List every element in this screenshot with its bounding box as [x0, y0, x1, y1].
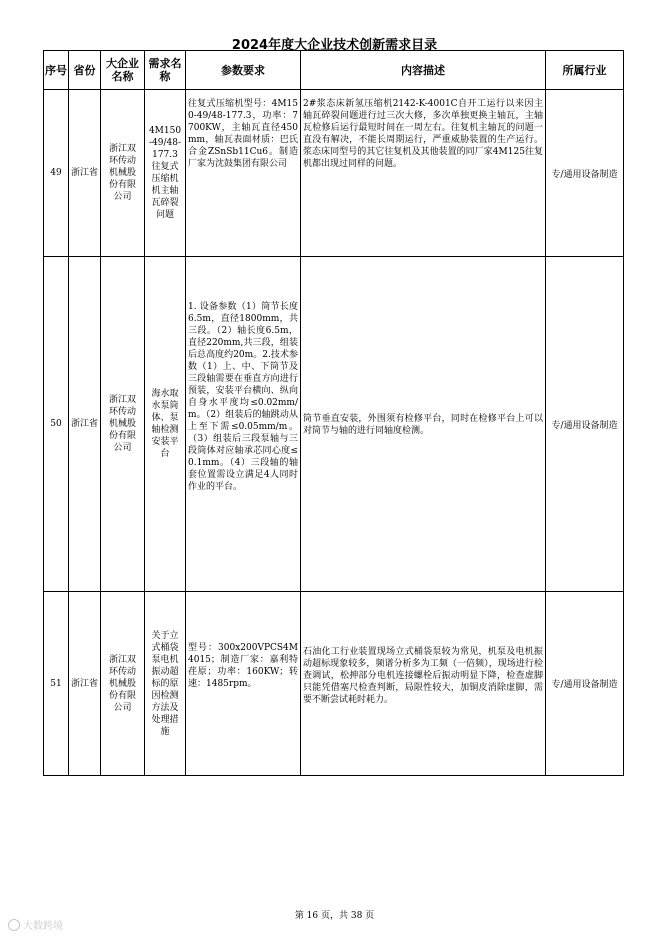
header-company: 大企业名称 — [101, 51, 145, 90]
table-row — [44, 592, 624, 776]
row-demand-name: 4M150-49/48-177.3往复式压缩机机主轴瓦碎裂问题 — [145, 90, 186, 257]
row-params-text: 1. 设备参数（1）筒节长度6.5m，直径1800mm，共三段。（2）轴长度6.5m，直径220mm,共三段，组装后总高度约20m。2.技术参数（1）上、中、下筒节及三段轴需要在垂直方向进行预装，安装平台横向、纵向自身水平度均≤0.02mm/m。（2）组装后的轴跳动从上至下需≤0.05mm/m。（3）组装后三段泵轴与三段筒体对应轴承芯同心度≤0.1mm。（4）三段轴的轴套位置需设立满足4人同时作业的平台。 — [188, 302, 298, 492]
row-company: 浙江双环传动机械股份有限公司 — [101, 257, 145, 592]
row-number: 51 — [44, 592, 69, 776]
row-industry: 专/通用设备制造 — [546, 592, 624, 776]
row-province: 浙江省 — [69, 90, 101, 257]
row-description-text: 2#浆态床新氢压缩机2142-K-4001C自开工运行以来因主轴瓦碎裂问题进行过三次大修，多次单独更换主轴瓦，主轴瓦检修后运行最短时间在一周左右。往复机主轴瓦的问题一直没有解决，不能长周期运行，严重威胁装置的生产运行。浆态床同型号的其它往复机及其他装置的同厂家4M125往复机都出现过同样的问题。 — [303, 99, 543, 169]
row-company: 浙江双环传动机械股份有限公司 — [101, 90, 145, 257]
row-demand-name: 海水取水泵筒体、泵轴检测安装平台 — [145, 257, 186, 592]
row-params-text: 往复式压缩机型号：4M150-49/48-177.3，功率：7700KW，主轴瓦直径450mm，轴瓦表面材质：巴氏合金ZSnSb11Cu6。制造厂家为沈鼓集团有限公司 — [188, 99, 298, 169]
header-province: 省份 — [69, 51, 101, 90]
header-params: 参数要求 — [186, 51, 301, 90]
header-demand-name: 需求名称 — [145, 51, 186, 90]
row-params — [186, 592, 301, 776]
row-params-text: 型号：300x200VPCS4M4015；制造厂家：嘉利特荏原；功率：160KW；转速：1485rpm。 — [188, 643, 298, 689]
row-description-text: 筒节垂直安装，外围须有检修平台，同时在检修平台上可以对筒节与轴的进行同轴度检测。 — [303, 414, 543, 436]
page-footer: 第 16 页，共 38 页 — [294, 911, 375, 921]
row-params — [186, 257, 301, 592]
row-description — [301, 592, 546, 776]
row-description — [301, 257, 546, 592]
header-no: 序号 — [44, 51, 69, 90]
demand-table — [43, 50, 624, 776]
row-demand-name: 关于立式桶袋泵电机振动超标的原因检测方法及处理措施 — [145, 592, 186, 776]
row-description-text: 石油化工行业装置现场立式桶袋泵较为常见，机泵及电机振动超标现象较多，频谱分析多为工频（一倍频），现场进行检查调试，松抻部分电机连接螺栓后振动明显下降，检查虚脚只能凭借塞尺检查判断，局限性较大，加铜皮消除虚脚，需要不断尝试耗时耗力。 — [303, 647, 543, 705]
watermark-text: 大数跨境 — [23, 921, 63, 932]
header-description: 内容描述 — [301, 51, 546, 90]
header-row — [44, 51, 624, 90]
row-number: 49 — [44, 90, 69, 257]
row-province: 浙江省 — [69, 592, 101, 776]
table-row — [44, 90, 624, 257]
row-province: 浙江省 — [69, 257, 101, 592]
watermark — [8, 917, 63, 932]
row-company: 浙江双环传动机械股份有限公司 — [101, 592, 145, 776]
page-title: 2024年度大企业技术创新需求目录 — [231, 38, 438, 53]
row-number: 50 — [44, 257, 69, 592]
table-row — [44, 257, 624, 592]
watermark-logo-icon — [8, 919, 20, 931]
row-industry: 专/通用设备制造 — [546, 90, 624, 257]
row-description — [301, 90, 546, 257]
row-params — [186, 90, 301, 257]
header-industry: 所属行业 — [546, 51, 624, 90]
row-industry: 专/通用设备制造 — [546, 257, 624, 592]
